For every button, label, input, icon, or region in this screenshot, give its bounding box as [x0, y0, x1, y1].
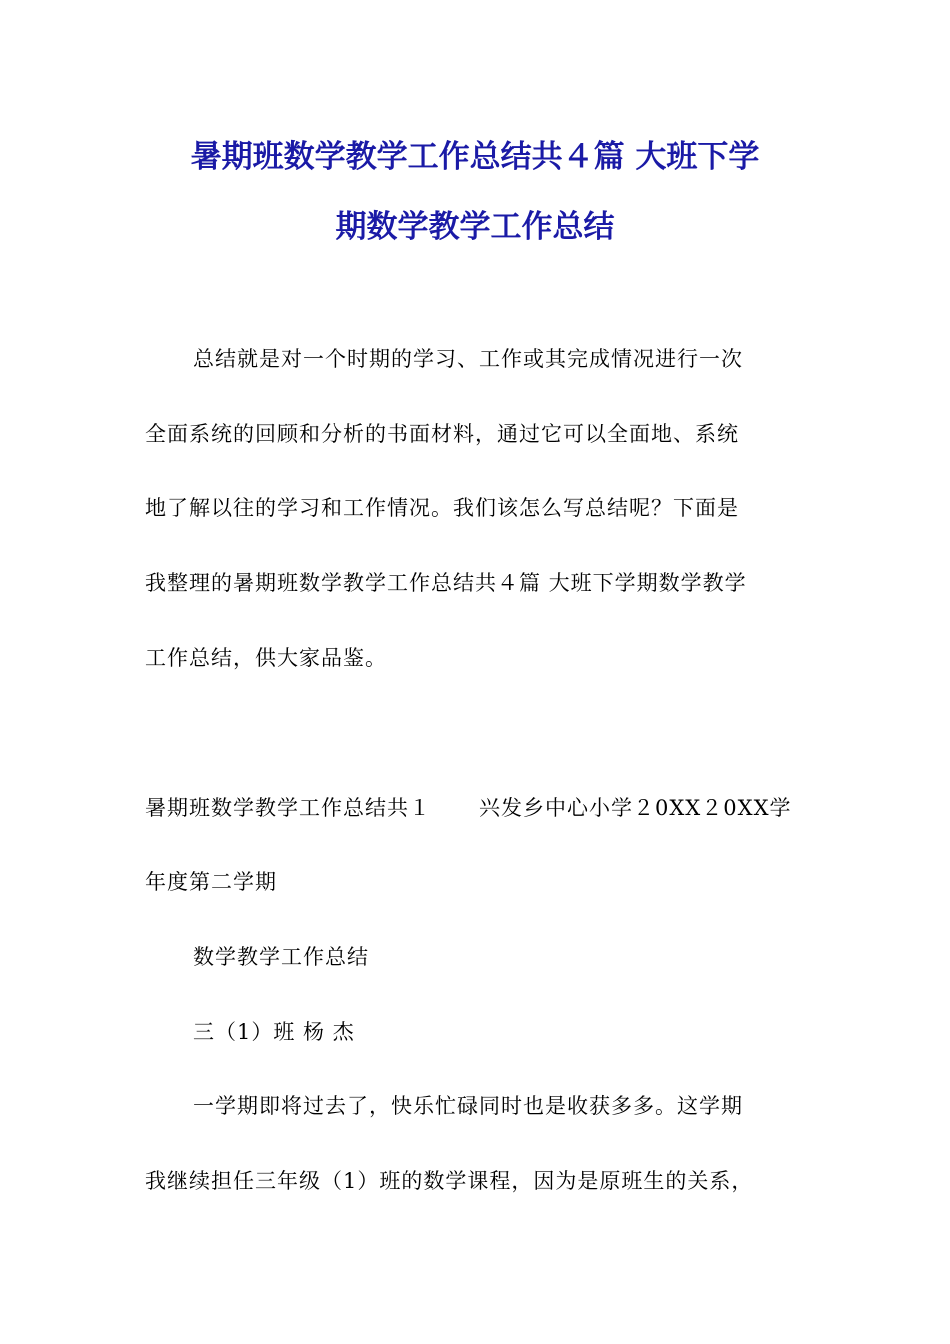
section-heading-title: 暑期班数学教学工作总结共１ [145, 796, 431, 820]
document-title [120, 122, 830, 262]
body-line-1: 一学期即将过去了，快乐忙碌同时也是收获多多。这学期 [193, 1094, 743, 1118]
title-line-1: 暑期班数学教学工作总结共４篇 大班下学 [190, 139, 760, 175]
section-subtitle: 数学教学工作总结 [193, 945, 369, 969]
section-heading-continued: 年度第二学期 [145, 870, 277, 894]
intro-line-5: 工作总结，供大家品鉴。 [145, 646, 387, 670]
intro-line-2: 全面系统的回顾和分析的书面材料，通过它可以全面地、系统 [145, 422, 739, 446]
body-line-2: 我继续担任三年级（1）班的数学课程，因为是原班生的关系， [145, 1169, 754, 1193]
intro-line-3: 地了解以往的学习和工作情况。我们该怎么写总结呢？下面是 [145, 496, 739, 520]
intro-line-1: 总结就是对一个时期的学习、工作或其完成情况进行一次 [193, 347, 743, 371]
intro-line-4: 我整理的暑期班数学教学工作总结共４篇 大班下学期数学教学 [145, 571, 747, 595]
title-line-2: 期数学教学工作总结 [335, 209, 615, 245]
section-heading [145, 793, 810, 823]
section-author: 三（1）班 杨 杰 [193, 1020, 355, 1044]
section-heading-school: 兴发乡中心小学２0XX２0XX学 [479, 796, 792, 820]
